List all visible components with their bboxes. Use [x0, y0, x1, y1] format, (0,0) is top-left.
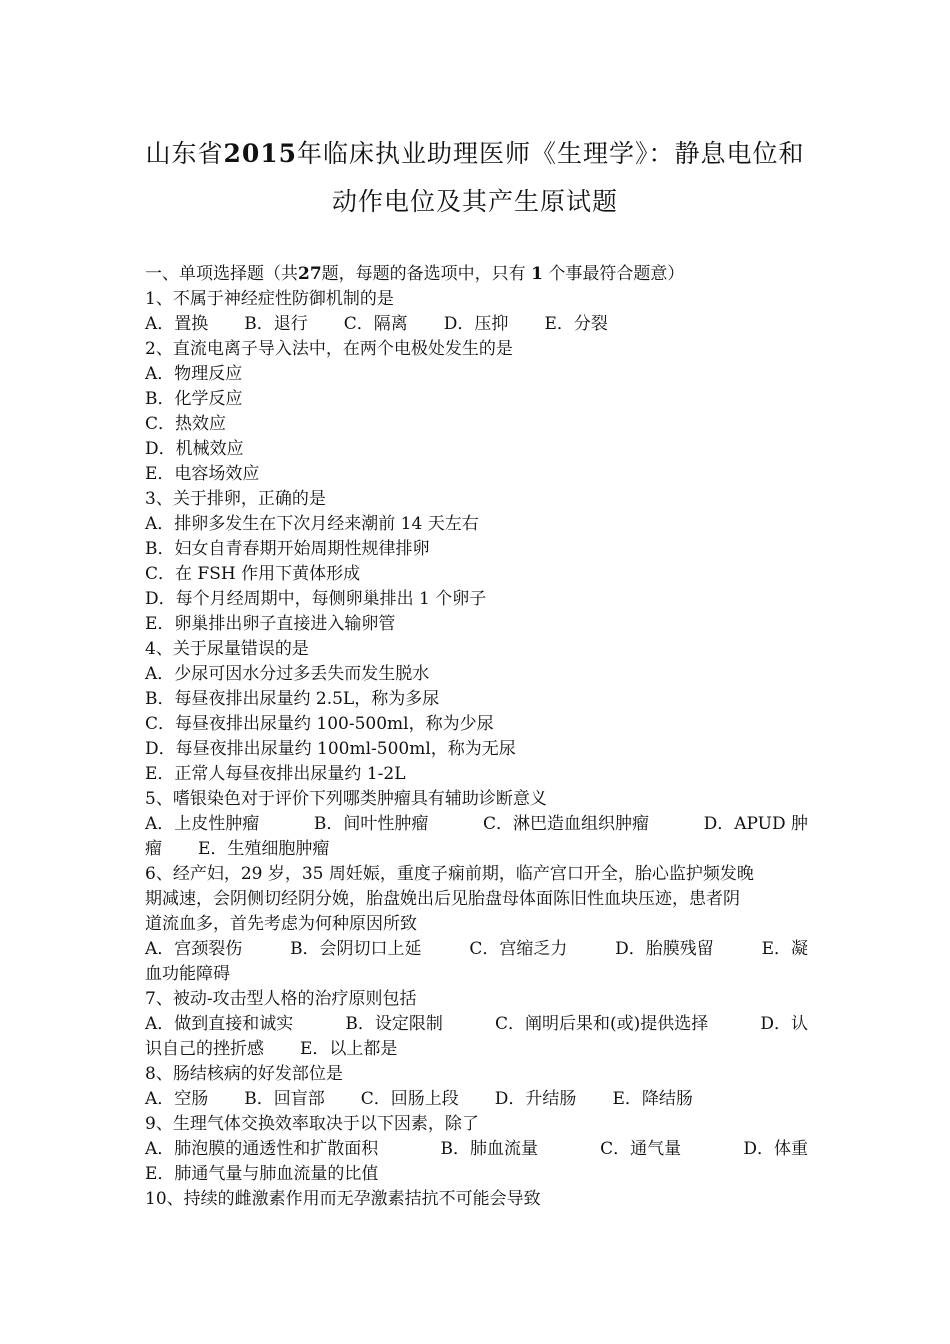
option: E．分裂: [544, 314, 608, 334]
option: E．正常人每昼夜排出尿量约 1-2L: [145, 764, 406, 784]
question-stem: 3、关于排卵，正确的是: [145, 489, 326, 509]
option: E．凝: [761, 939, 808, 959]
option-row: [145, 1137, 808, 1162]
option-row: [145, 1037, 808, 1062]
option: D．每个月经周期中，每侧卵巢排出 1 个卵子: [145, 589, 487, 609]
section-heading: [145, 262, 808, 287]
option: A．物理反应: [145, 364, 243, 384]
option: C．每昼夜排出尿量约 100-500ml，称为少尿: [145, 714, 494, 734]
option: E．降结肠: [612, 1089, 693, 1109]
option-continuation: 识自己的挫折感: [145, 1039, 264, 1059]
option: A．置换: [145, 314, 209, 334]
option: A．上皮性肿瘤: [145, 814, 260, 834]
option: C．宫缩乏力: [469, 939, 568, 959]
option: D．压抑: [443, 314, 509, 334]
question-stem: 4、关于尿量错误的是: [145, 639, 309, 659]
title-suffix: 年临床执业助理医师《生理学》：静息电位和: [297, 139, 805, 168]
option: D．每昼夜排出尿量约 100ml-500ml，称为无尿: [145, 739, 516, 759]
option: E．电容场效应: [145, 464, 260, 484]
option: B．会阴切口上延: [290, 939, 422, 959]
option: E．生殖细胞肿瘤: [198, 839, 330, 859]
option: A．宫颈裂伤: [145, 939, 243, 959]
section-text-b: 题，每题的备选项中，只有: [321, 264, 526, 284]
question-stem: 6、经产妇，29 岁，35 周妊娠，重度子痫前期，临产宫口开全，胎心监护频发晚: [145, 864, 754, 884]
question-stem: 5、嗜银染色对于评价下列哪类肿瘤具有辅助诊断意义: [145, 789, 547, 809]
option: D．体重: [743, 1139, 808, 1159]
option: B．设定限制: [345, 1014, 443, 1034]
question-stem: 7、被动-攻击型人格的治疗原则包括: [145, 989, 417, 1009]
option: A．少尿可因水分过多丢失而发生脱水: [145, 664, 430, 684]
question-list: [145, 262, 808, 1212]
option: B．间叶性肿瘤: [313, 814, 429, 834]
option: D．APUD 肿: [703, 814, 808, 834]
option: D．胎膜残留: [615, 939, 714, 959]
option: E．以上都是: [300, 1039, 398, 1059]
option: C．在 FSH 作用下黄体形成: [145, 564, 361, 584]
section-count: 27: [298, 264, 322, 284]
option-row: [145, 1087, 808, 1112]
question-stem: 10、持续的雌激素作用而无孕激素拮抗不可能会导致: [145, 1189, 541, 1209]
option: B．回盲部: [244, 1089, 325, 1109]
option-row: [145, 812, 808, 837]
option: C．通气量: [600, 1139, 682, 1159]
question-stem-continued: 道流血多，首先考虑为何种原因所致: [145, 914, 417, 934]
document-title-line-2: 动作电位及其产生原试题: [331, 187, 618, 216]
option: A．做到直接和诚实: [145, 1014, 294, 1034]
option: D．升结肠: [494, 1089, 577, 1109]
section-text-a: 一、单项选择题（共: [145, 264, 298, 284]
option: C．热效应: [145, 414, 227, 434]
option: E．肺通气量与肺血流量的比值: [145, 1164, 379, 1184]
option: D．认: [760, 1014, 808, 1034]
option: C．阐明后果和(或)提供选择: [494, 1014, 709, 1034]
title-prefix: 山东省: [145, 139, 224, 168]
section-text-c: 个事最符合题意）: [548, 264, 685, 284]
option: B．化学反应: [145, 389, 243, 409]
question-stem: 9、生理气体交换效率取决于以下因素，除了: [145, 1114, 479, 1134]
option: B．妇女自青春期开始周期性规律排卵: [145, 539, 430, 559]
question-stem: 2、直流电离子导入法中，在两个电极处发生的是: [145, 339, 513, 359]
option-row: [145, 1012, 808, 1037]
option: A．排卵多发生在下次月经来潮前 14 天左右: [145, 514, 479, 534]
option-continuation: 血功能障碍: [145, 964, 230, 984]
section-one: 1: [531, 264, 543, 284]
question-stem: 1、不属于神经症性防御机制的是: [145, 289, 394, 309]
option: C．淋巴造血组织肿瘤: [482, 814, 649, 834]
option: C．隔离: [343, 314, 408, 334]
option: C．回肠上段: [360, 1089, 459, 1109]
option: D．机械效应: [145, 439, 244, 459]
option: A．肺泡膜的通透性和扩散面积: [145, 1139, 379, 1159]
option: B．退行: [244, 314, 308, 334]
option: A．空肠: [145, 1089, 209, 1109]
option-row: [145, 837, 808, 862]
question-stem-continued: 期减速，会阴侧切经阴分娩，胎盘娩出后见胎盘母体面陈旧性血块压迹，患者阴: [145, 889, 740, 909]
title-year: 2015: [223, 139, 298, 168]
option-row: [145, 937, 808, 962]
option: B．每昼夜排出尿量约 2.5L，称为多尿: [145, 689, 440, 709]
document-title-line-1: [120, 138, 830, 170]
option-continuation: 瘤: [145, 839, 162, 859]
question-stem: 8、肠结核病的好发部位是: [145, 1064, 343, 1084]
option-row: [145, 312, 808, 337]
option: E．卵巢排出卵子直接进入输卵管: [145, 614, 396, 634]
option: B．肺血流量: [440, 1139, 538, 1159]
